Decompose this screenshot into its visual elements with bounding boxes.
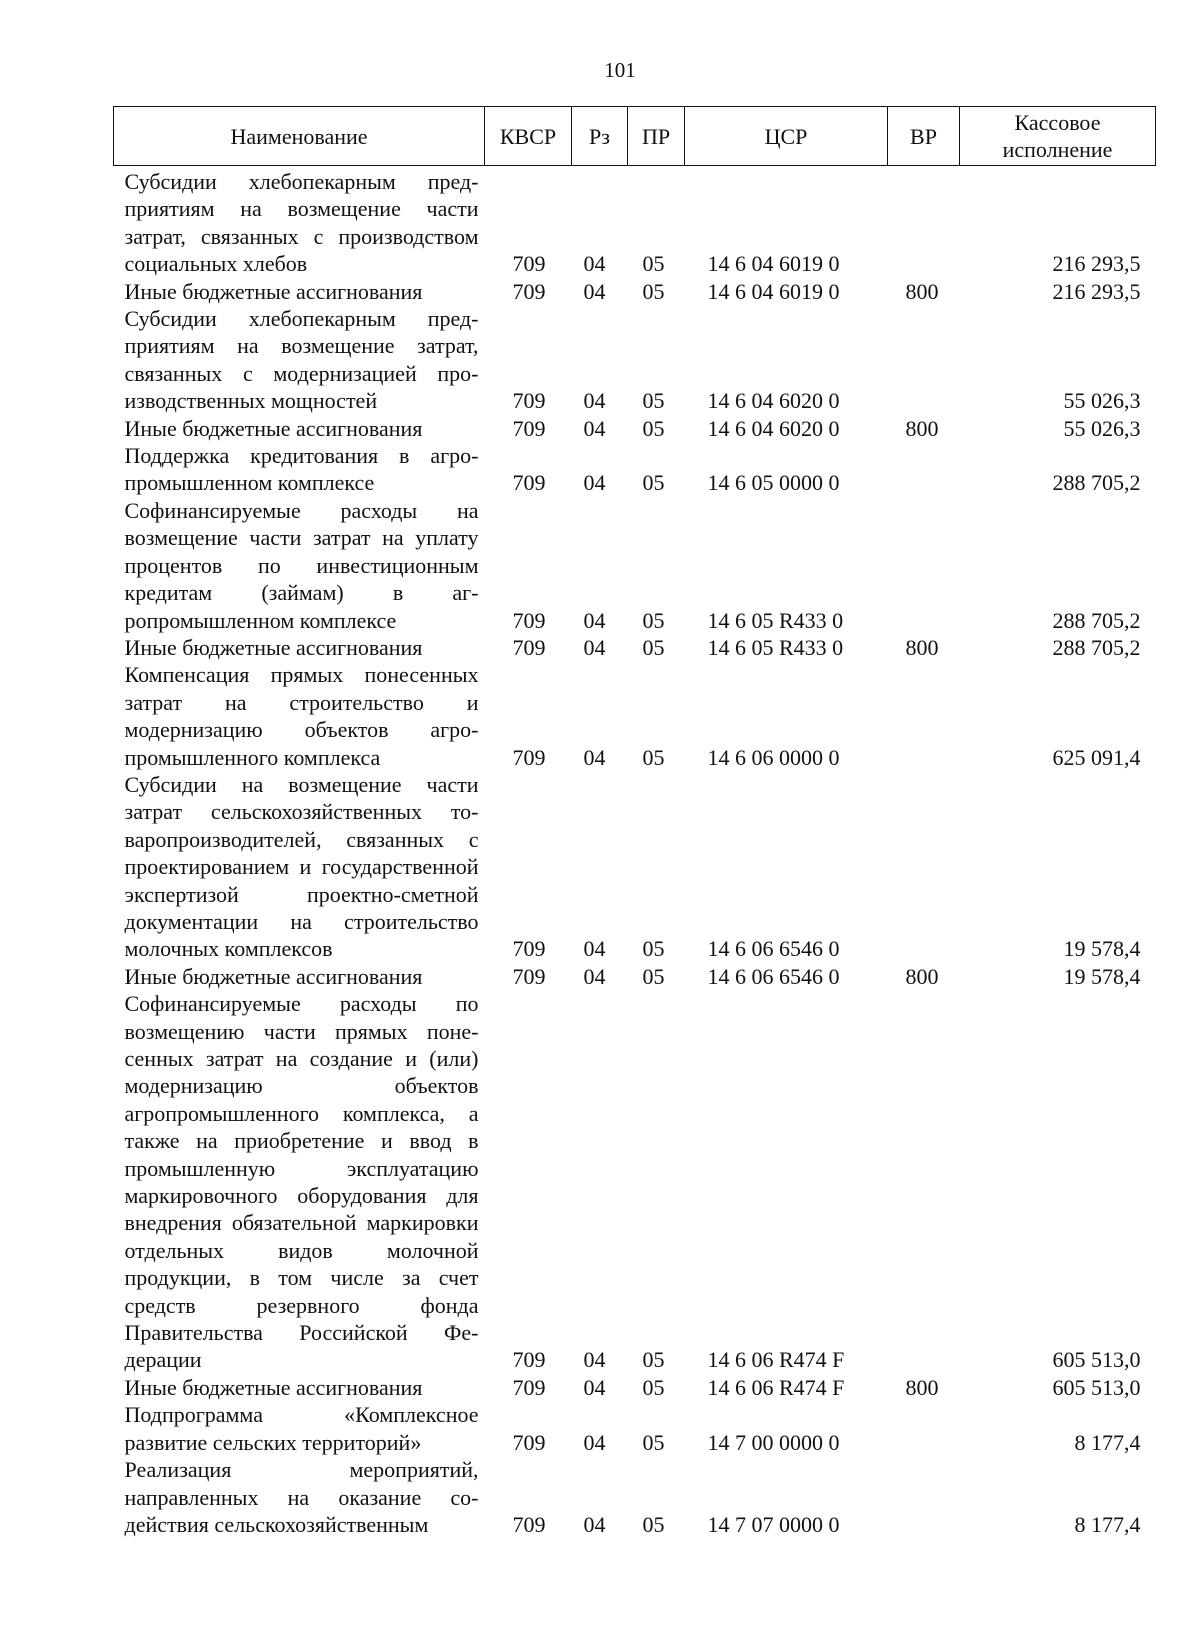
row-kvsr: 709 [512,388,546,414]
row-kvsr: 709 [512,1511,546,1537]
row-name: Иные бюджетные ассигнования [124,278,423,304]
row-vr [888,771,960,963]
row-csr: 14 6 04 6019 0 [707,278,840,304]
row-rz: 04 [583,1374,606,1400]
row-kvsr: 709 [512,963,546,989]
row-amount: 55 026,3 [1063,388,1141,414]
row-rz: 04 [583,470,606,496]
row-pr: 05 [642,634,665,660]
table-row [114,963,1156,990]
row-csr: 14 6 04 6019 0 [707,251,840,277]
row-vr: 800 [905,963,939,989]
row-rz: 04 [583,1429,606,1455]
row-pr: 05 [642,388,665,414]
row-amount: 19 578,4 [1063,963,1141,989]
row-vr [888,305,960,415]
row-kvsr: 709 [512,251,546,277]
table-row [114,497,1156,634]
row-csr: 14 6 04 6020 0 [707,388,840,414]
row-amount: 288 705,2 [1052,470,1141,496]
row-vr: 800 [905,634,939,660]
header-kvsr: КВСР [485,107,572,166]
row-pr: 05 [642,415,665,441]
row-name: Компенсация прямых понесенных затрат на строительство и модернизацию объектов агропромышленного комплекса [124,662,479,770]
row-csr: 14 6 05 R433 0 [707,634,844,660]
table-header-row [114,107,1156,166]
row-vr [888,990,960,1374]
row-amount: 55 026,3 [1063,415,1141,441]
row-rz: 04 [583,607,606,633]
table-body [114,166,1156,1539]
row-name: Иные бюджетные ассигнования [124,634,423,660]
table-row [114,1456,1156,1538]
table-row [114,278,1156,305]
header-vr: ВР [888,107,960,166]
row-vr [888,1401,960,1456]
row-kvsr: 709 [512,1429,546,1455]
row-vr: 800 [905,1374,939,1400]
row-csr: 14 6 06 6546 0 [707,963,840,989]
table-row [114,415,1156,442]
row-rz: 04 [583,251,606,277]
row-rz: 04 [583,936,606,962]
header-name: Наименование [114,107,485,166]
row-pr: 05 [642,470,665,496]
row-pr: 05 [642,963,665,989]
row-name: Софинансируемые расходы на возмещение части затрат на уплату процентов по инвестиционным кредитам (займам) в агропромышленном комплексе [124,497,479,633]
row-name: Подпрограмма «Комплексное развитие сельских территорий» [124,1402,479,1455]
row-csr: 14 6 06 6546 0 [707,936,840,962]
row-rz: 04 [583,278,606,304]
row-vr: 800 [905,278,939,304]
row-name: Софинансируемые расходы по возмещению части прямых понесенных затрат на создание и (или) модернизацию объектов агропромышленного комплекса, а также на приобретение и ввод в промышленную эксплуатацию маркировочного оборудования для внедрения обязательной маркировки отдельных видов молочной продукции, в том числе за счет средств резервного фонда Правительства Российской Федерации [124,991,479,1373]
row-name: Субсидии хлебопекарным предприятиям на возмещение части затрат, связанных с производством социальных хлебов [124,169,479,277]
row-name: Субсидии на возмещение части затрат сельскохозяйственных товаропроизводителей, связанных с проектированием и государственной экспертизой проектно-сметной документации на строительство молочных комплексов [124,771,479,962]
row-csr: 14 6 05 R433 0 [707,607,844,633]
row-pr: 05 [642,744,665,770]
table-row [114,661,1156,771]
row-name: Иные бюджетные ассигнования [124,1374,423,1400]
row-vr: 800 [905,415,939,441]
row-csr: 14 6 05 0000 0 [707,470,840,496]
row-rz: 04 [583,388,606,414]
row-amount: 605 513,0 [1052,1347,1141,1373]
row-rz: 04 [583,744,606,770]
row-kvsr: 709 [512,634,546,660]
row-name: Реализация мероприятий, направленных на оказание содействия сельскохозяйственным [124,1457,479,1537]
row-amount: 216 293,5 [1052,278,1141,304]
row-vr [888,497,960,634]
row-amount: 625 091,4 [1052,744,1141,770]
row-amount: 8 177,4 [1074,1511,1141,1537]
table-row [114,166,1156,278]
row-rz: 04 [583,415,606,441]
row-csr: 14 6 06 0000 0 [707,744,840,770]
row-kvsr: 709 [512,936,546,962]
row-rz: 04 [583,1511,606,1537]
row-csr: 14 7 00 0000 0 [707,1429,840,1455]
row-csr: 14 6 06 R474 F [707,1374,845,1400]
row-kvsr: 709 [512,1347,546,1373]
row-name: Поддержка кредитования в агропромышленном комплексе [124,443,479,496]
row-rz: 04 [583,963,606,989]
row-pr: 05 [642,936,665,962]
header-pr: ПР [628,107,685,166]
table-row [114,1374,1156,1401]
row-amount: 216 293,5 [1052,251,1141,277]
header-csr: ЦСР [685,107,888,166]
row-csr: 14 6 04 6020 0 [707,415,840,441]
row-kvsr: 709 [512,470,546,496]
row-vr [888,661,960,771]
row-vr [888,1456,960,1538]
table-row [114,442,1156,497]
row-pr: 05 [642,1374,665,1400]
row-vr [888,166,960,278]
row-name: Субсидии хлебопекарным предприятиям на возмещение затрат, связанных с модернизацией производственных мощностей [124,306,479,414]
row-csr: 14 7 07 0000 0 [707,1511,840,1537]
row-pr: 05 [642,1511,665,1537]
page-number: 101 [604,58,636,82]
row-rz: 04 [583,634,606,660]
row-amount: 605 513,0 [1052,1374,1141,1400]
header-rz: Рз [572,107,628,166]
row-name: Иные бюджетные ассигнования [124,963,423,989]
row-name: Иные бюджетные ассигнования [124,415,423,441]
table-row [114,990,1156,1374]
row-amount: 8 177,4 [1074,1429,1141,1455]
row-amount: 19 578,4 [1063,936,1141,962]
row-amount: 288 705,2 [1052,634,1141,660]
row-pr: 05 [642,251,665,277]
table-row [114,1401,1156,1456]
table-row [114,771,1156,963]
row-kvsr: 709 [512,607,546,633]
table-row [114,634,1156,661]
header-amount: Кассовое исполнение [960,107,1156,166]
row-pr: 05 [642,1347,665,1373]
table-row [114,305,1156,415]
row-vr [888,442,960,497]
row-kvsr: 709 [512,744,546,770]
row-kvsr: 709 [512,278,546,304]
budget-table [113,106,1156,1538]
row-pr: 05 [642,278,665,304]
row-kvsr: 709 [512,1374,546,1400]
row-kvsr: 709 [512,415,546,441]
row-rz: 04 [583,1347,606,1373]
row-pr: 05 [642,1429,665,1455]
row-amount: 288 705,2 [1052,607,1141,633]
row-csr: 14 6 06 R474 F [707,1347,845,1373]
row-pr: 05 [642,607,665,633]
